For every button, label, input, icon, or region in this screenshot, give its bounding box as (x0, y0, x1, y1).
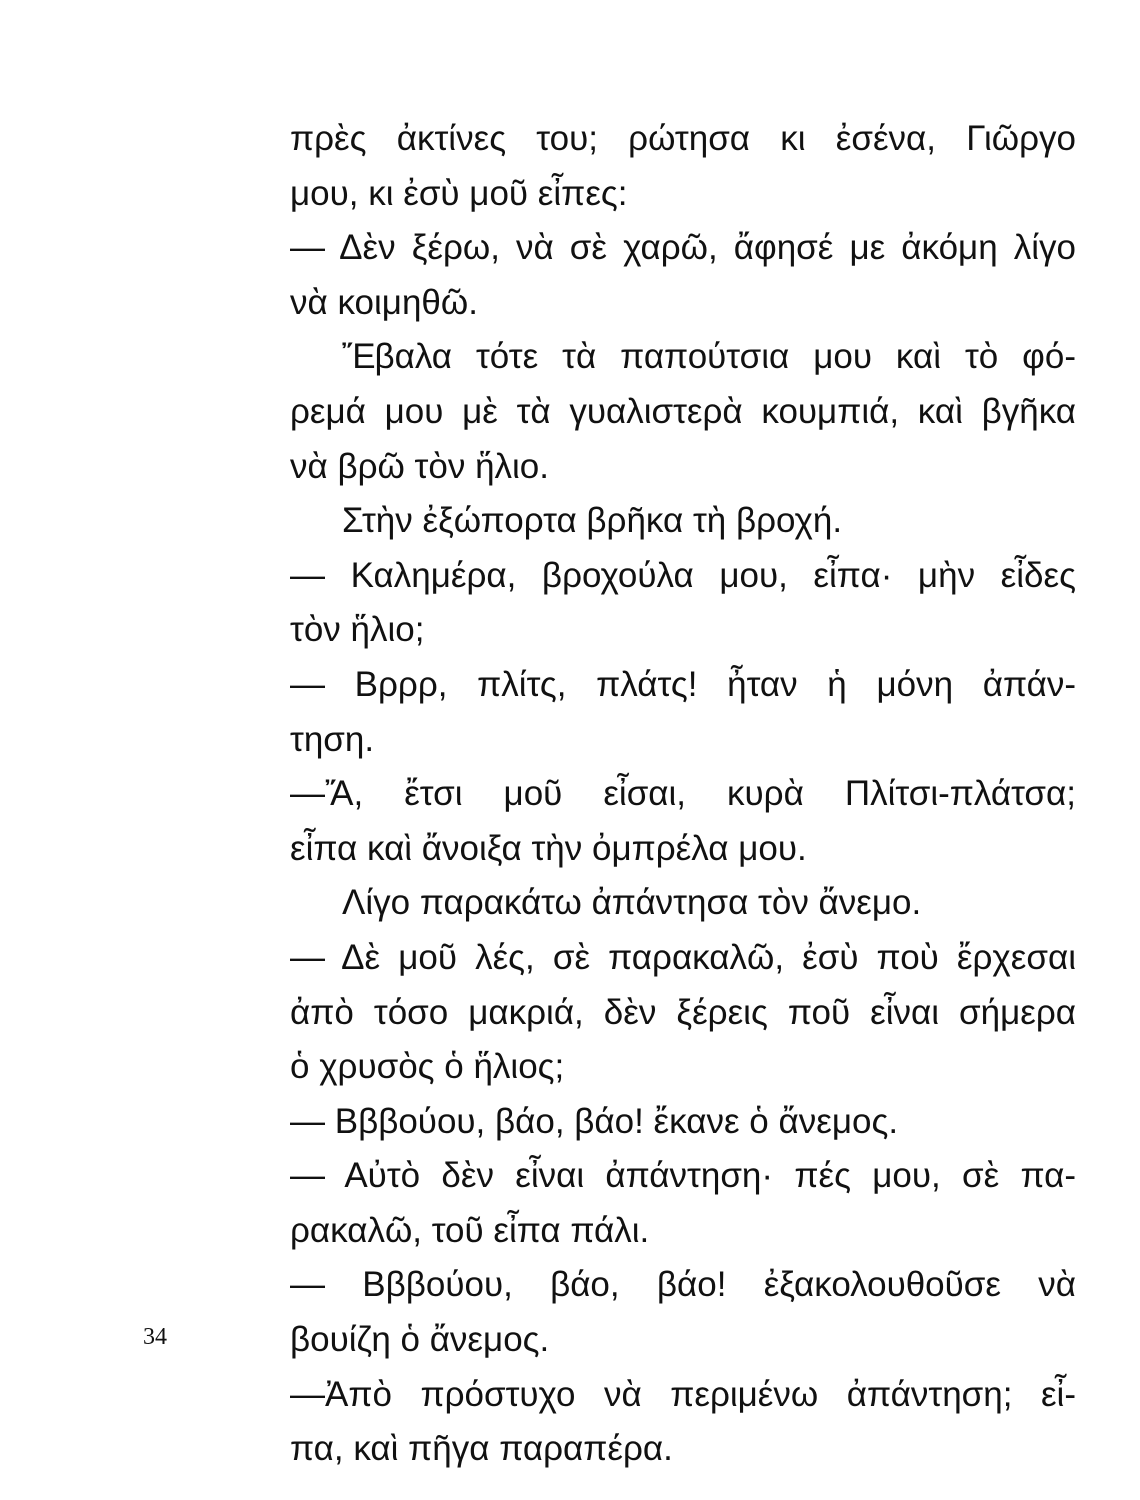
text-line: πα, καὶ πῆγα παραπέρα. (290, 1429, 673, 1469)
text-line: νὰ κοιμηθῶ. (290, 282, 478, 322)
text-line: βουίζη ὁ ἄνεμος. (290, 1320, 550, 1360)
text-line: — Βββούου, βάο, βάο! ἐξακολουθοῦσε νὰ (290, 1265, 1076, 1305)
text-line: Στὴν ἐξώπορτα βρῆκα τὴ βροχή. (342, 501, 843, 541)
text-line: Ἔβαλα τότε τὰ παπούτσια μου καὶ τὸ φό- (342, 337, 1076, 377)
text-line: τὸν ἥλιο; (290, 610, 425, 650)
text-line: πρὲς ἀκτίνες του; ρώτησα κι ἐσένα, Γιῶργο (290, 119, 1076, 158)
text-line: ρεμά μου μὲ τὰ γυαλιστερὰ κουμπιά, καὶ βγῆκα (290, 391, 1076, 431)
text-line: — Δὲ μοῦ λές, σὲ παρακαλῶ, ἐσὺ ποὺ ἔρχεσαι (290, 937, 1076, 977)
body-text (290, 112, 1076, 1477)
text-line: — Αὐτὸ δὲν εἶναι ἀπάντηση· πές μου, σὲ πα- (290, 1156, 1076, 1196)
text-line: μου, κι ἐσὺ μοῦ εἶπες: (290, 173, 628, 213)
text-line: νὰ βρῶ τὸν ἥλιο. (290, 446, 549, 486)
page-number: 34 (143, 1324, 167, 1350)
text-line: ρακαλῶ, τοῦ εἶπα πάλι. (290, 1210, 650, 1250)
text-line: Λίγο παρακάτω ἀπάντησα τὸν ἄνεμο. (342, 883, 922, 923)
text-line: —Ἀπὸ πρόστυχο νὰ περιμένω ἀπάντηση; εἶ- (290, 1374, 1076, 1414)
text-line: — Βββούου, βάο, βάο! ἔκανε ὁ ἄνεμος. (290, 1101, 899, 1141)
text-line: —Ἄ, ἔτσι μοῦ εἶσαι, κυρὰ Πλίτσι-πλάτσα; (290, 774, 1076, 814)
text-line: ἀπὸ τόσο μακριά, δὲν ξέρεις ποῦ εἶναι σήμερα (290, 992, 1076, 1032)
text-line: — Βρρρ, πλίτς, πλάτς! ἦταν ἡ μόνη ἀπάν- (290, 664, 1076, 704)
text-line: — Δὲν ξέρω, νὰ σὲ χαρῶ, ἄφησέ με ἀκόμη λίγο (290, 228, 1076, 268)
text-line: εἶπα καὶ ἄνοιξα τὴν ὀμπρέλα μου. (290, 828, 807, 868)
text-line: — Καλημέρα, βροχούλα μου, εἶπα· μὴν εἶδες (290, 555, 1076, 595)
text-line: ὁ χρυσὸς ὁ ἥλιος; (290, 1047, 565, 1087)
text-line: τηση. (290, 719, 375, 759)
